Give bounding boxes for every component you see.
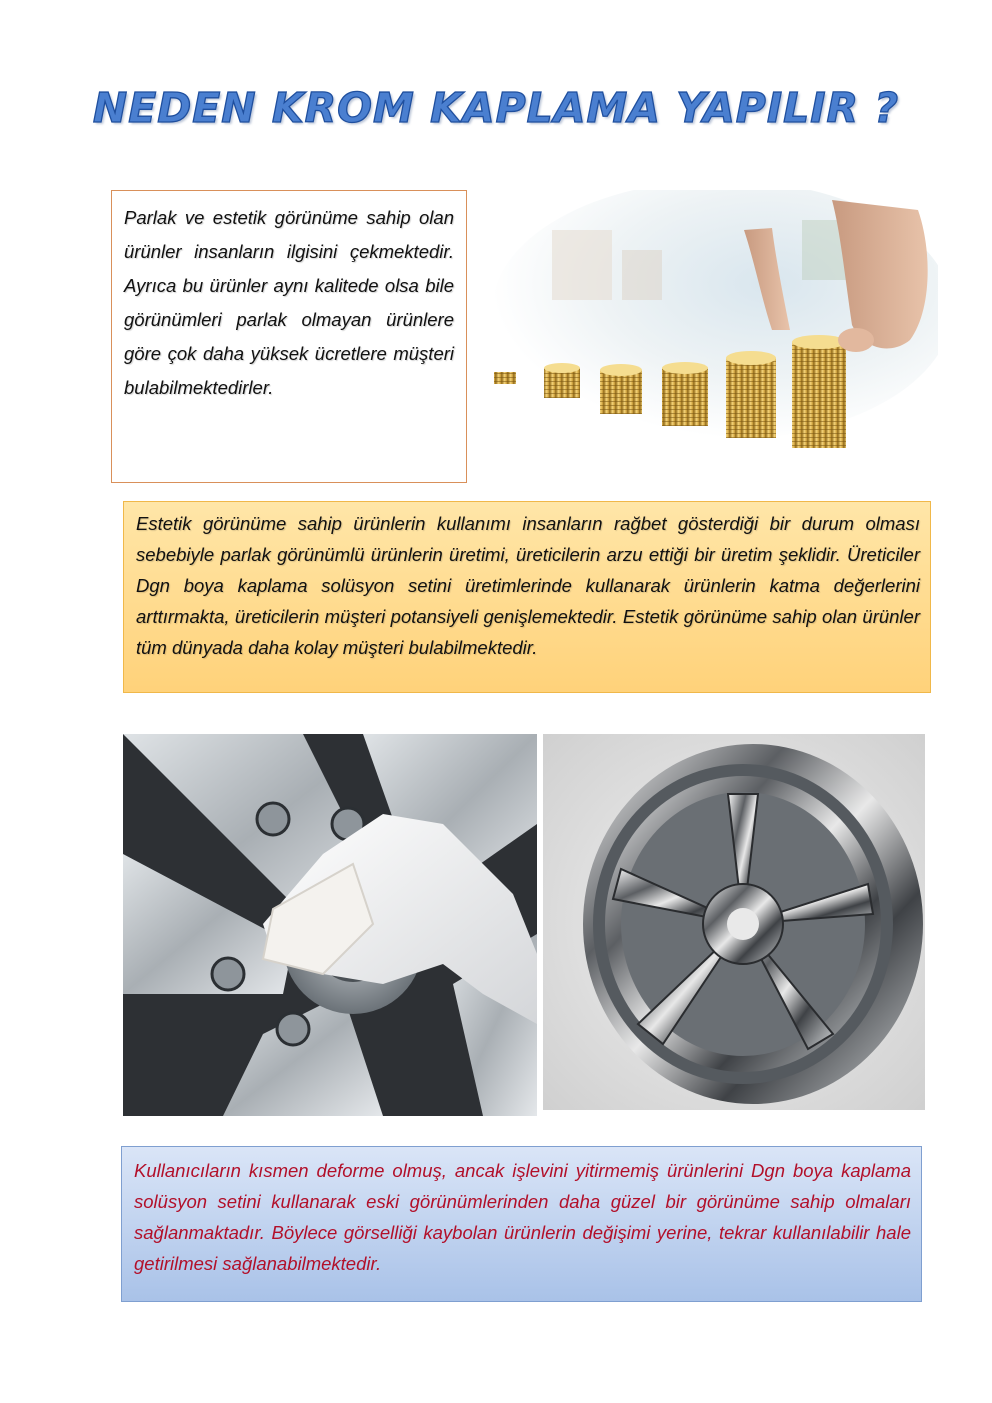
restoration-text-box xyxy=(121,1146,922,1302)
restoration-paragraph: Kullanıcıların kısmen deforme olmuş, ancak işlevini yitirmemiş ürünlerini Dgn boya kaplama solüsyon setini kullanarak eski görünümlerinden daha güzel bir görünüme sahip olmaları sağlanmaktadır. Böylece görselliği kaybolan ürünlerin değişimi yerine, tekrar kullanılabilir hale getirilmesi sağlanabilmektedir. xyxy=(134,1160,911,1274)
intro-text-box xyxy=(111,190,467,483)
intro-paragraph: Parlak ve estetik görünüme sahip olan ürünler insanların ilgisini çekmektedir. Ayrıca bu ürünler aynı kalitede olsa bile görünümleri parlak olmayan ürünlere göre çok daha yüksek ücretlere müşteri bulabilmektedirler. xyxy=(124,207,454,398)
page-title: NEDEN KROM KAPLAMA YAPILIR ? xyxy=(92,84,900,132)
chrome-wheel-photo xyxy=(543,734,925,1110)
producer-paragraph: Estetik görünüme sahip ürünlerin kullanımı insanların rağbet gösterdiği bir durum olması sebebiyle parlak görünümlü ürünlerin üretimi, üreticilerin arzu ettiği bir üretim şeklidir. Üreticiler Dgn boya kaplama solüsyon setini üretimlerinde kullanarak ürünlerin katma değerlerini arttırmakta, üreticilerin müşteri potansiyeli genişlemektedir. Estetik görünüme sahip olan ürünler tüm dünyada daha kolay müşteri bulabilmektedir. xyxy=(136,513,920,658)
producer-text-box xyxy=(123,501,931,693)
coin-stacks-photo xyxy=(472,190,938,470)
wheel-cleaning-photo xyxy=(123,734,537,1116)
